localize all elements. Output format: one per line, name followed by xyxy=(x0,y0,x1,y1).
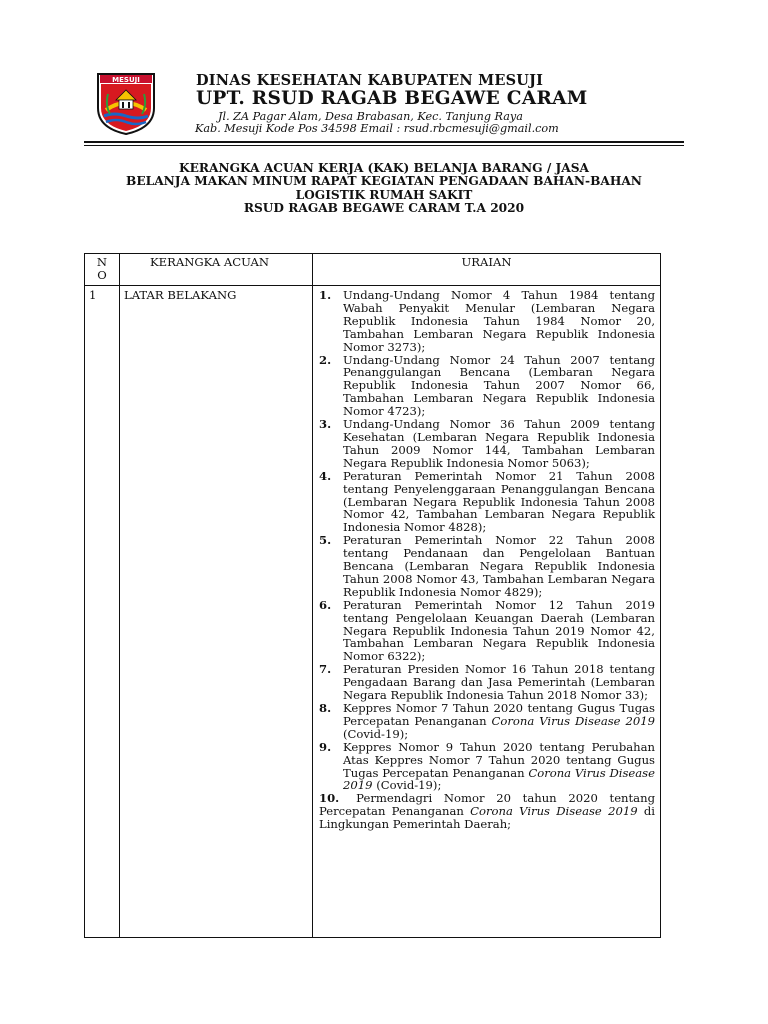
header-uraian-label: URAIAN xyxy=(461,255,512,269)
list-item xyxy=(319,470,655,535)
item-text: Keppres Nomor 7 Tahun 2020 tentang Gugus Tugas Percepatan Penanganan xyxy=(343,701,655,728)
item-text-end: (Covid-19); xyxy=(343,726,409,741)
header-rule-thick xyxy=(84,141,684,143)
document-title xyxy=(84,162,684,216)
row-section: LATAR BELAKANG xyxy=(120,286,313,938)
row-number: 1 xyxy=(85,286,120,938)
header-kerangka-label: KERANGKA ACUAN xyxy=(150,255,270,269)
item-number: 5. xyxy=(319,533,332,548)
item-text: Undang-Undang Nomor 4 Tahun 1984 tentang Wabah Penyakit Menular (Lembaran Negara Republik Indonesia Tahun 1984 Nomor 20, Tambahan Lembaran Negara Republik Indonesia Nomor 3273); xyxy=(343,288,655,354)
list-item xyxy=(319,599,655,664)
item-text: Undang-Undang Nomor 24 Tahun 2007 tentang Penanggulangan Bencana (Lembaran Negara Republik Indonesia Tahun 2007 Nomor 66, Tambahan Lembaran Negara Republik Indonesia Nomor 4723); xyxy=(343,352,655,419)
title-line-2: BELANJA MAKAN MINUM RAPAT KEGIATAN PENGADAAN BAHAN-BAHAN xyxy=(126,174,642,189)
item-number: 2. xyxy=(319,352,332,367)
header-no-label: NO xyxy=(96,255,108,282)
agency-name: DINAS KESEHATAN KABUPATEN MESUJI xyxy=(196,72,544,89)
header-rule-thin xyxy=(84,145,684,146)
header-no xyxy=(85,254,120,286)
logo-text: MESUJI xyxy=(112,76,140,84)
header-uraian xyxy=(313,254,661,286)
item-number: 9. xyxy=(319,739,332,754)
title-line-4: RSUD RAGAB BEGAWE CARAM T.A 2020 xyxy=(243,201,525,216)
item-number: 10. xyxy=(319,791,340,806)
item-text-italic: Corona Virus Disease 2019 xyxy=(343,765,655,793)
list-item xyxy=(319,534,655,599)
hospital-name: UPT. RSUD RAGAB BEGAWE CARAM xyxy=(196,88,588,109)
list-item xyxy=(319,418,655,470)
list-item xyxy=(319,663,655,702)
address-line-2: Kab. Mesuji Kode Pos 34598 Email : rsud.rbcmesuji@gmail.com xyxy=(195,122,559,135)
list-item xyxy=(319,354,655,419)
row-uraian xyxy=(313,286,661,938)
item-text-italic: Corona Virus Disease 2019 xyxy=(470,804,638,819)
legal-basis-list xyxy=(319,289,655,831)
mesuji-logo xyxy=(94,70,158,136)
item-text: Peraturan Presiden Nomor 16 Tahun 2018 tentang Pengadaan Barang dan Jasa Pemerintah (Lembaran Negara Republik Indonesia Tahun 2018 Nomor 33); xyxy=(343,662,655,703)
table-header-row xyxy=(85,254,661,286)
item-number: 7. xyxy=(319,662,332,677)
item-number: 4. xyxy=(319,468,332,483)
item-text: Undang-Undang Nomor 36 Tahun 2009 tentang Kesehatan (Lembaran Negara Republik Indonesia Tahun 2009 Nomor 144, Tambahan Lembaran Negara Republik Indonesia Nomor 5063); xyxy=(343,417,655,470)
kak-table xyxy=(84,253,661,938)
item-text-italic: Corona Virus Disease 2019 xyxy=(491,713,656,728)
list-item xyxy=(319,289,655,354)
list-item xyxy=(319,702,655,741)
table-row xyxy=(85,286,661,938)
list-item xyxy=(319,741,655,793)
title-line-3: LOGISTIK RUMAH SAKIT xyxy=(295,187,473,202)
item-text: Peraturan Pemerintah Nomor 22 Tahun 2008 tentang Pendanaan dan Pengelolaan Bantuan Bencana (Lembaran Negara Republik Indonesia Tahun 2008 Nomor 43, Tambahan Lembaran Negara Republik Indonesia Nomor 4829); xyxy=(343,533,655,599)
item-text: Peraturan Pemerintah Nomor 21 Tahun 2008 tentang Penyelenggaraan Penanggulangan Bencana (Lembaran Negara Republik Indonesia Tahun 2008 Nomor 42, Tambahan Lembaran Negara Republik Indonesia Nomor 4828); xyxy=(343,468,655,535)
header-kerangka-acuan xyxy=(120,254,313,286)
item-text: Permendagri Nomor 20 tahun 2020 tentang Percepatan Penanganan xyxy=(319,791,655,819)
item-text: Keppres Nomor 9 Tahun 2020 tentang Perubahan Atas Keppres Nomor 7 Tahun 2020 tentang Gugus Tugas Percepatan Penanganan xyxy=(343,739,655,780)
item-number: 1. xyxy=(319,288,332,302)
item-number: 3. xyxy=(319,417,332,432)
address-line-1: Jl. ZA Pagar Alam, Desa Brabasan, Kec. Tanjung Raya xyxy=(218,110,523,123)
item-text: Peraturan Pemerintah Nomor 12 Tahun 2019 tentang Pengelolaan Keuangan Daerah (Lembaran Negara Republik Indonesia Tahun 2019 Nomor 42, Tambahan Lembaran Negara Republik Indonesia Nomor 6322); xyxy=(343,597,655,664)
item-text-end: di Lingkungan Pemerintah Daerah; xyxy=(319,804,655,832)
item-number: 6. xyxy=(319,597,332,612)
item-number: 8. xyxy=(319,701,332,715)
title-line-1: KERANGKA ACUAN KERJA (KAK) BELANJA BARANG / JASA xyxy=(179,161,589,175)
list-item xyxy=(319,792,655,831)
item-text-end: (Covid-19); xyxy=(372,778,442,793)
